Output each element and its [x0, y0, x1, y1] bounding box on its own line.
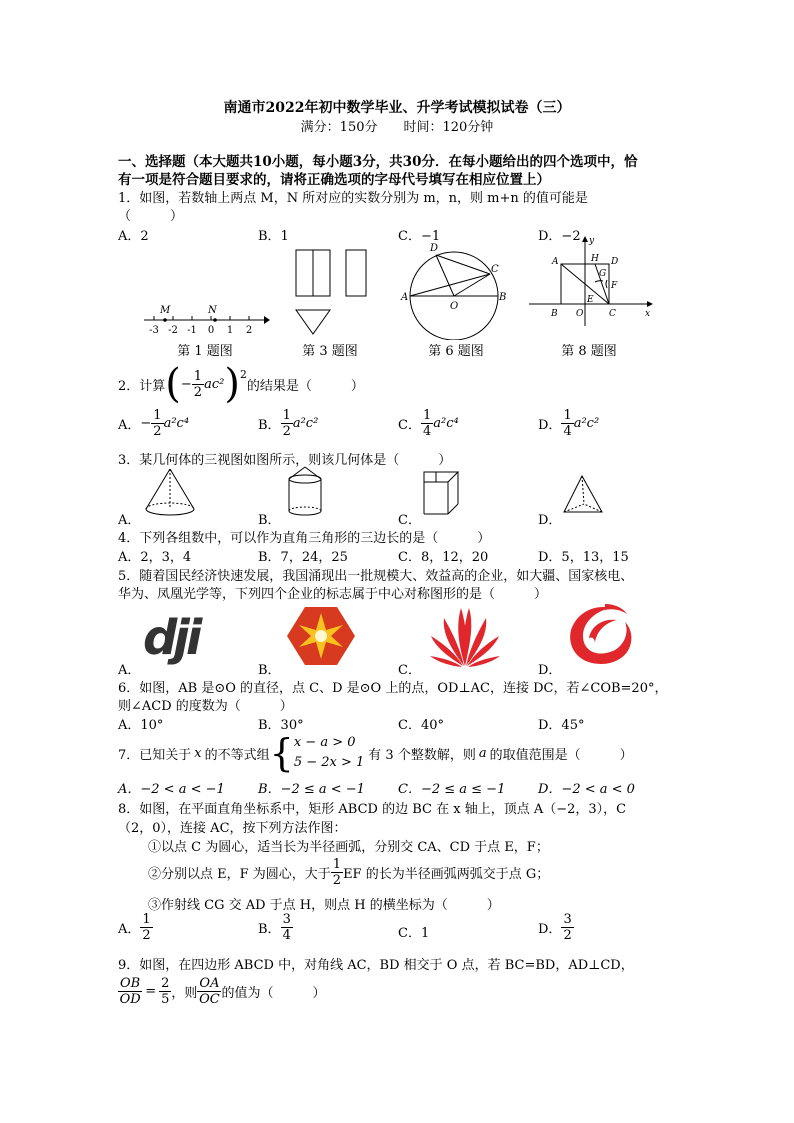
q6-option-a: A．10°: [118, 718, 164, 733]
q2-stem: 2．计算 ( − $\frac{1}{2}$ ac² ) $^2$ 的结果是（ ）: [118, 361, 364, 407]
q1-blank: （ ）: [118, 209, 184, 224]
q8-option-d: D． $\frac{3}{2}$: [538, 912, 572, 943]
q7-option-d: D．−2 < a < 0: [538, 782, 635, 797]
section-heading-line2: 有一项是符合题目要求的，请将正确选项的字母代号填写在相应位置上）: [118, 172, 550, 188]
q4-option-b: B．7，24，25: [258, 550, 348, 565]
q8-step2: ②分别以点 E，F 为圆心，大于 $\frac{1}{2}$ EF 的长为半径画弧两弧交于点 G；: [148, 856, 550, 888]
q1-option-c: C．−1: [398, 229, 441, 244]
q8-option-b: B． $\frac{3}{4}$: [258, 912, 291, 943]
huawei-logo: [428, 604, 502, 668]
fig3-three-views: [288, 248, 378, 340]
q4-option-c: C．8，12，20: [398, 550, 489, 565]
q5-line2: 华为、凤凰光学等，下列四个企业的标志属于中心对称图形的是（ ）: [118, 587, 548, 602]
q4-option-a: A．2，3，4: [118, 550, 192, 565]
section-heading-line1: 一、选择题（本大题共10小题，每小题3分，共30分．在每小题给出的四个选项中，恰: [118, 154, 638, 170]
svg-text:A: A: [552, 257, 559, 267]
svg-text:y: y: [589, 236, 595, 246]
svg-text:O: O: [450, 301, 459, 312]
svg-text:O: O: [576, 309, 584, 319]
q3-stem: 3．某几何体的三视图如图所示，则该几何体是（ ）: [118, 453, 452, 468]
q2-option-b: B． $\frac{1}{2}$ a²c²: [258, 408, 319, 439]
svg-text:-3: -3: [149, 325, 159, 336]
svg-text:E: E: [587, 295, 594, 305]
caption-fig1: 第 1 题图: [177, 344, 233, 359]
caption-fig8: 第 8 题图: [561, 344, 617, 359]
q4-stem: 4．下列各组数中，可以作为直角三角形的三边长的是（ ）: [118, 531, 491, 546]
q3-cone-figure: [140, 467, 200, 519]
q8-option-a: A． $\frac{1}{2}$: [118, 912, 151, 943]
q7-option-c: C．−2 ≤ a ≤ −1: [398, 782, 506, 797]
q6-option-d: D．45°: [538, 718, 585, 733]
q9-line1: 9．如图，在四边形 ABCD 中，对角线 AC，BD 相交于 O 点，若 BC=BD，AD⊥CD，: [118, 958, 634, 973]
q8-step3: ③作射线 CG 交 AD 于点 H，则点 H 的横坐标为（ ）: [148, 898, 500, 913]
svg-text:D: D: [611, 257, 619, 267]
svg-text:C: C: [609, 309, 616, 319]
q1-option-b: B．1: [258, 229, 289, 244]
caption-fig6: 第 6 题图: [428, 344, 484, 359]
svg-text:C: C: [491, 264, 499, 275]
q5-option-a: A．: [118, 663, 141, 678]
q8-option-c: C．1: [398, 926, 430, 941]
caption-fig3: 第 3 题图: [302, 344, 358, 359]
q3-option-d: D．: [538, 513, 562, 528]
fig1-label-n: N: [208, 305, 217, 316]
q2-option-d: D． $\frac{1}{4}$ a²c²: [538, 408, 600, 439]
q9-line2: $\frac{OB}{OD}$ = $\frac{2}{5}$ ，则 $\frac{OA}{OC}$ 的值为（ ）: [119, 975, 326, 1007]
q8-line2: （2，0），连接 AC，按下列方法作图：: [118, 821, 347, 836]
q1-option-a: A．2: [118, 229, 149, 244]
q2-option-c: C． $\frac{1}{4}$ a²c⁴: [398, 408, 459, 439]
svg-text:B: B: [499, 292, 507, 303]
q5-option-b: B．: [258, 663, 281, 678]
svg-text:H: H: [591, 254, 599, 264]
q6-line2: 则∠ACD 的度数为（ ）: [118, 699, 293, 714]
svg-text:2: 2: [245, 325, 253, 336]
q7-stem: 7．已知关于 x 的不等式组 { x − a > 0 5 − 2x > 1 有 3 个整数解，则 a 的取值范围是（ ）: [118, 731, 633, 775]
fig8-coordinate-diagram: [525, 236, 655, 328]
phoenix-optics-logo: [565, 602, 637, 668]
svg-text:F: F: [611, 281, 618, 291]
fig1-label-m: M: [160, 305, 171, 316]
svg-text:x: x: [645, 309, 651, 319]
q3-option-a: A．: [118, 513, 141, 528]
fig1-number-line: [140, 300, 270, 340]
q3-cylinder-cone-figure: [280, 465, 330, 521]
q8-line1: 8．如图，在平面直角坐标系中，矩形 ABCD 的边 BC 在 x 轴上，顶点 A（−2，3），C: [118, 802, 627, 817]
svg-text:B: B: [551, 309, 558, 319]
q8-step1: ①以点 C 为圆心，适当长为半径画弧，分别交 CA、CD 于点 E，F；: [148, 840, 549, 855]
nuclear-power-logo: [285, 603, 357, 669]
q4-option-d: D．5，13，15: [538, 550, 629, 565]
svg-text:1: 1: [226, 325, 234, 336]
q3-prism-figure: [418, 468, 468, 518]
svg-text:D: D: [430, 243, 439, 254]
svg-text:G: G: [599, 269, 607, 279]
q7-option-a: A．−2 < a < −1: [118, 782, 225, 797]
q3-pyramid-figure: [558, 472, 608, 518]
page-title: 南通市2022年初中数学毕业、升学考试模拟试卷（三）: [223, 100, 571, 116]
fig6-circle-diagram: [398, 226, 510, 340]
q6-option-b: B．30°: [258, 718, 304, 733]
page-subtitle: 满分：150分 时间：120分钟: [300, 120, 494, 135]
svg-text:-1: -1: [187, 325, 197, 336]
svg-text:-2: -2: [168, 325, 178, 336]
q1-option-d: D．−2: [538, 229, 581, 244]
q7-option-b: B．−2 ≤ a < −1: [258, 782, 365, 797]
q5-option-d: D．: [538, 663, 562, 678]
q1-stem: 1．如图，若数轴上两点 M，N 所对应的实数分别为 m，n，则 m+n 的值可能是: [118, 191, 588, 206]
q6-line1: 6．如图，AB 是⊙O 的直径，点 C、D 是⊙O 上的点，OD⊥AC，连接 DC，若∠COB=20°，: [118, 681, 668, 696]
svg-text:A: A: [401, 292, 409, 303]
q3-option-c: C．: [398, 513, 421, 528]
q5-option-c: C．: [398, 663, 421, 678]
q2-option-a: A． − $\frac{1}{2}$ a²c⁴: [118, 408, 190, 439]
svg-text:0: 0: [207, 325, 215, 336]
q5-line1: 5．随着国民经济快速发展，我国涌现出一批规模大、效益高的企业，如大疆、国家核电、: [118, 569, 634, 584]
dji-logo: dji: [143, 610, 199, 666]
q6-option-c: C．40°: [398, 718, 444, 733]
q3-option-b: B．: [258, 513, 281, 528]
